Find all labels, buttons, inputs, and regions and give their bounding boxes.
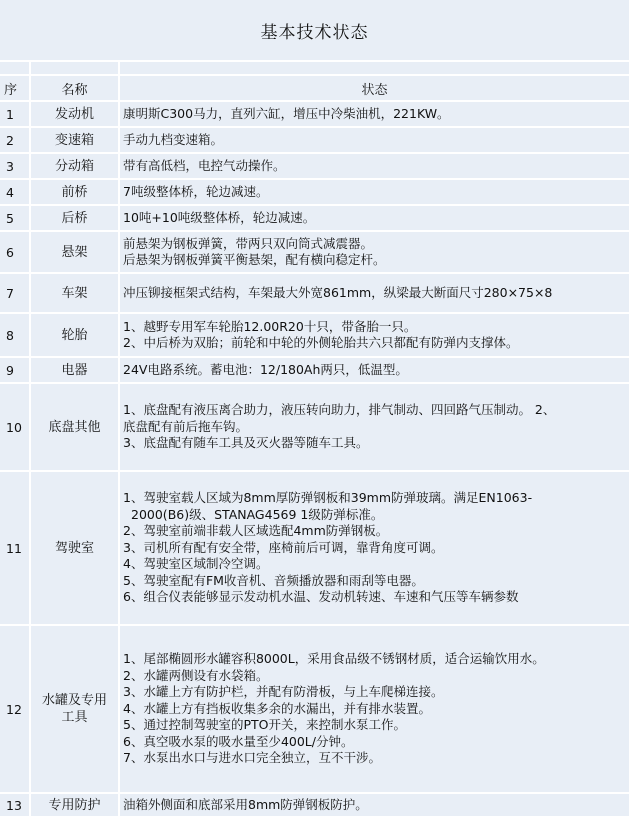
status-line: 7吨级整体桥，轮边减速。 bbox=[123, 183, 269, 199]
status-line: 冲压铆接框架式结构，车架最大外宽861mm，纵梁最大断面尺寸280×75×8 bbox=[123, 284, 553, 300]
status-line: 3、底盘配有随车工具及灭火器等随车工具。 bbox=[123, 435, 369, 451]
status-line: 3、司机所有配有安全带，座椅前后可调，靠背角度可调。 bbox=[123, 539, 444, 555]
row-status bbox=[119, 101, 630, 127]
table-row bbox=[0, 357, 630, 383]
table-row bbox=[0, 101, 630, 127]
header-name: 名称 bbox=[30, 75, 119, 101]
table-row bbox=[0, 205, 630, 231]
row-seq: 12 bbox=[0, 625, 30, 793]
status-line: 油箱外侧面和底部采用8mm防弹钢板防护。 bbox=[123, 796, 368, 812]
status-line: 康明斯C300马力，直列六缸，增压中冷柴油机，221KW。 bbox=[123, 105, 450, 121]
status-line: 4、水罐上方有挡板收集多余的水漏出，并有排水装置。 bbox=[123, 700, 431, 716]
table-row bbox=[0, 471, 630, 625]
status-line: 7、水泵出水口与进水口完全独立，互不干涉。 bbox=[123, 750, 381, 766]
status-line: 1、驾驶室载人区域为8mm厚防弹钢板和39mm防弹玻璃。满足EN1063- bbox=[123, 490, 533, 506]
status-line: 10吨+10吨级整体桥，轮边减速。 bbox=[123, 209, 316, 225]
row-status bbox=[119, 625, 630, 793]
status-line: 1、底盘配有液压离合助力，液压转向助力，排气制动、四回路气压制动。 2、 bbox=[123, 402, 556, 418]
spacer-cell bbox=[30, 61, 119, 75]
status-line: 带有高低档，电控气动操作。 bbox=[123, 157, 286, 173]
row-name: 水罐及专用工具 bbox=[30, 625, 119, 793]
table-row bbox=[0, 625, 630, 793]
header-status: 状态 bbox=[119, 75, 630, 101]
row-name: 前桥 bbox=[30, 179, 119, 205]
row-seq: 2 bbox=[0, 127, 30, 153]
row-seq: 4 bbox=[0, 179, 30, 205]
row-name: 底盘其他 bbox=[30, 383, 119, 471]
row-name: 分动箱 bbox=[30, 153, 119, 179]
row-seq: 9 bbox=[0, 357, 30, 383]
table-row bbox=[0, 793, 630, 817]
row-seq: 13 bbox=[0, 793, 30, 817]
row-seq: 3 bbox=[0, 153, 30, 179]
row-status bbox=[119, 205, 630, 231]
row-status bbox=[119, 313, 630, 357]
header-row bbox=[0, 75, 630, 101]
row-name: 电器 bbox=[30, 357, 119, 383]
document-title: 基本技术状态 bbox=[0, 0, 630, 61]
row-status bbox=[119, 153, 630, 179]
spacer-row bbox=[0, 61, 630, 75]
status-line: 前悬架为钢板弹簧，带两只双向筒式减震器。 bbox=[123, 235, 374, 251]
table-row bbox=[0, 273, 630, 313]
status-line: 后悬架为钢板弹簧平衡悬架，配有横向稳定杆。 bbox=[123, 252, 386, 267]
status-line: 3、水罐上方有防护栏，并配有防滑板，与上车爬梯连接。 bbox=[123, 684, 444, 700]
row-seq: 11 bbox=[0, 471, 30, 625]
row-name: 轮胎 bbox=[30, 313, 119, 357]
row-name: 驾驶室 bbox=[30, 471, 119, 625]
spacer-cell bbox=[119, 61, 630, 75]
status-line: 手动九档变速箱。 bbox=[123, 131, 224, 147]
row-name: 悬架 bbox=[30, 231, 119, 273]
table-row bbox=[0, 383, 630, 471]
table-row bbox=[0, 313, 630, 357]
row-status bbox=[119, 357, 630, 383]
status-line: 2000(B6)级、STANAG4569 1级防弹标准。 bbox=[131, 506, 384, 522]
row-status bbox=[119, 793, 630, 817]
status-line: 2、驾驶室前端非载人区域选配4mm防弹钢板。 bbox=[123, 523, 389, 539]
row-seq: 8 bbox=[0, 313, 30, 357]
status-line: 6、真空吸水泵的吸水量至少400L/分钟。 bbox=[123, 733, 354, 749]
row-status bbox=[119, 273, 630, 313]
status-line: 1、尾部椭圆形水罐容积8000L，采用食品级不锈钢材质，适合运输饮用水。 bbox=[123, 651, 545, 667]
status-line: 5、驾驶室配有FM收音机、音频播放器和雨刮等电器。 bbox=[123, 572, 424, 588]
row-seq: 5 bbox=[0, 205, 30, 231]
row-seq: 1 bbox=[0, 101, 30, 127]
row-seq: 10 bbox=[0, 383, 30, 471]
row-name: 车架 bbox=[30, 273, 119, 313]
status-line: 底盘配有前后拖车钩。 bbox=[123, 418, 249, 434]
header-seq: 序 bbox=[0, 75, 30, 101]
row-seq: 6 bbox=[0, 231, 30, 273]
row-status bbox=[119, 127, 630, 153]
table-row bbox=[0, 127, 630, 153]
row-name: 变速箱 bbox=[30, 127, 119, 153]
row-name: 发动机 bbox=[30, 101, 119, 127]
table-row bbox=[0, 231, 630, 273]
row-status bbox=[119, 471, 630, 625]
status-line: 4、驾驶室区域制冷空调。 bbox=[123, 556, 269, 572]
status-line: 24V电路系统。蓄电池：12/180Ah两只，低温型。 bbox=[123, 361, 408, 377]
spacer-cell bbox=[0, 61, 30, 75]
status-line: 5、通过控制驾驶室的PTO开关，来控制水泵工作。 bbox=[123, 717, 406, 733]
row-name: 后桥 bbox=[30, 205, 119, 231]
row-status bbox=[119, 179, 630, 205]
row-status bbox=[119, 383, 630, 471]
status-line: 6、组合仪表能够显示发动机水温、发动机转速、车速和气压等车辆参数 bbox=[123, 589, 519, 605]
row-seq: 7 bbox=[0, 273, 30, 313]
row-name: 专用防护 bbox=[30, 793, 119, 817]
table-row bbox=[0, 179, 630, 205]
status-line: 2、中后桥为双胎；前轮和中轮的外侧轮胎共六只都配有防弹内支撑体。 bbox=[123, 335, 519, 350]
row-status bbox=[119, 231, 630, 273]
status-line: 2、水罐两侧设有水袋箱。 bbox=[123, 667, 269, 683]
status-line: 1、越野专用军车轮胎12.00R20十只，带备胎一只。 bbox=[123, 318, 417, 334]
table-row bbox=[0, 153, 630, 179]
